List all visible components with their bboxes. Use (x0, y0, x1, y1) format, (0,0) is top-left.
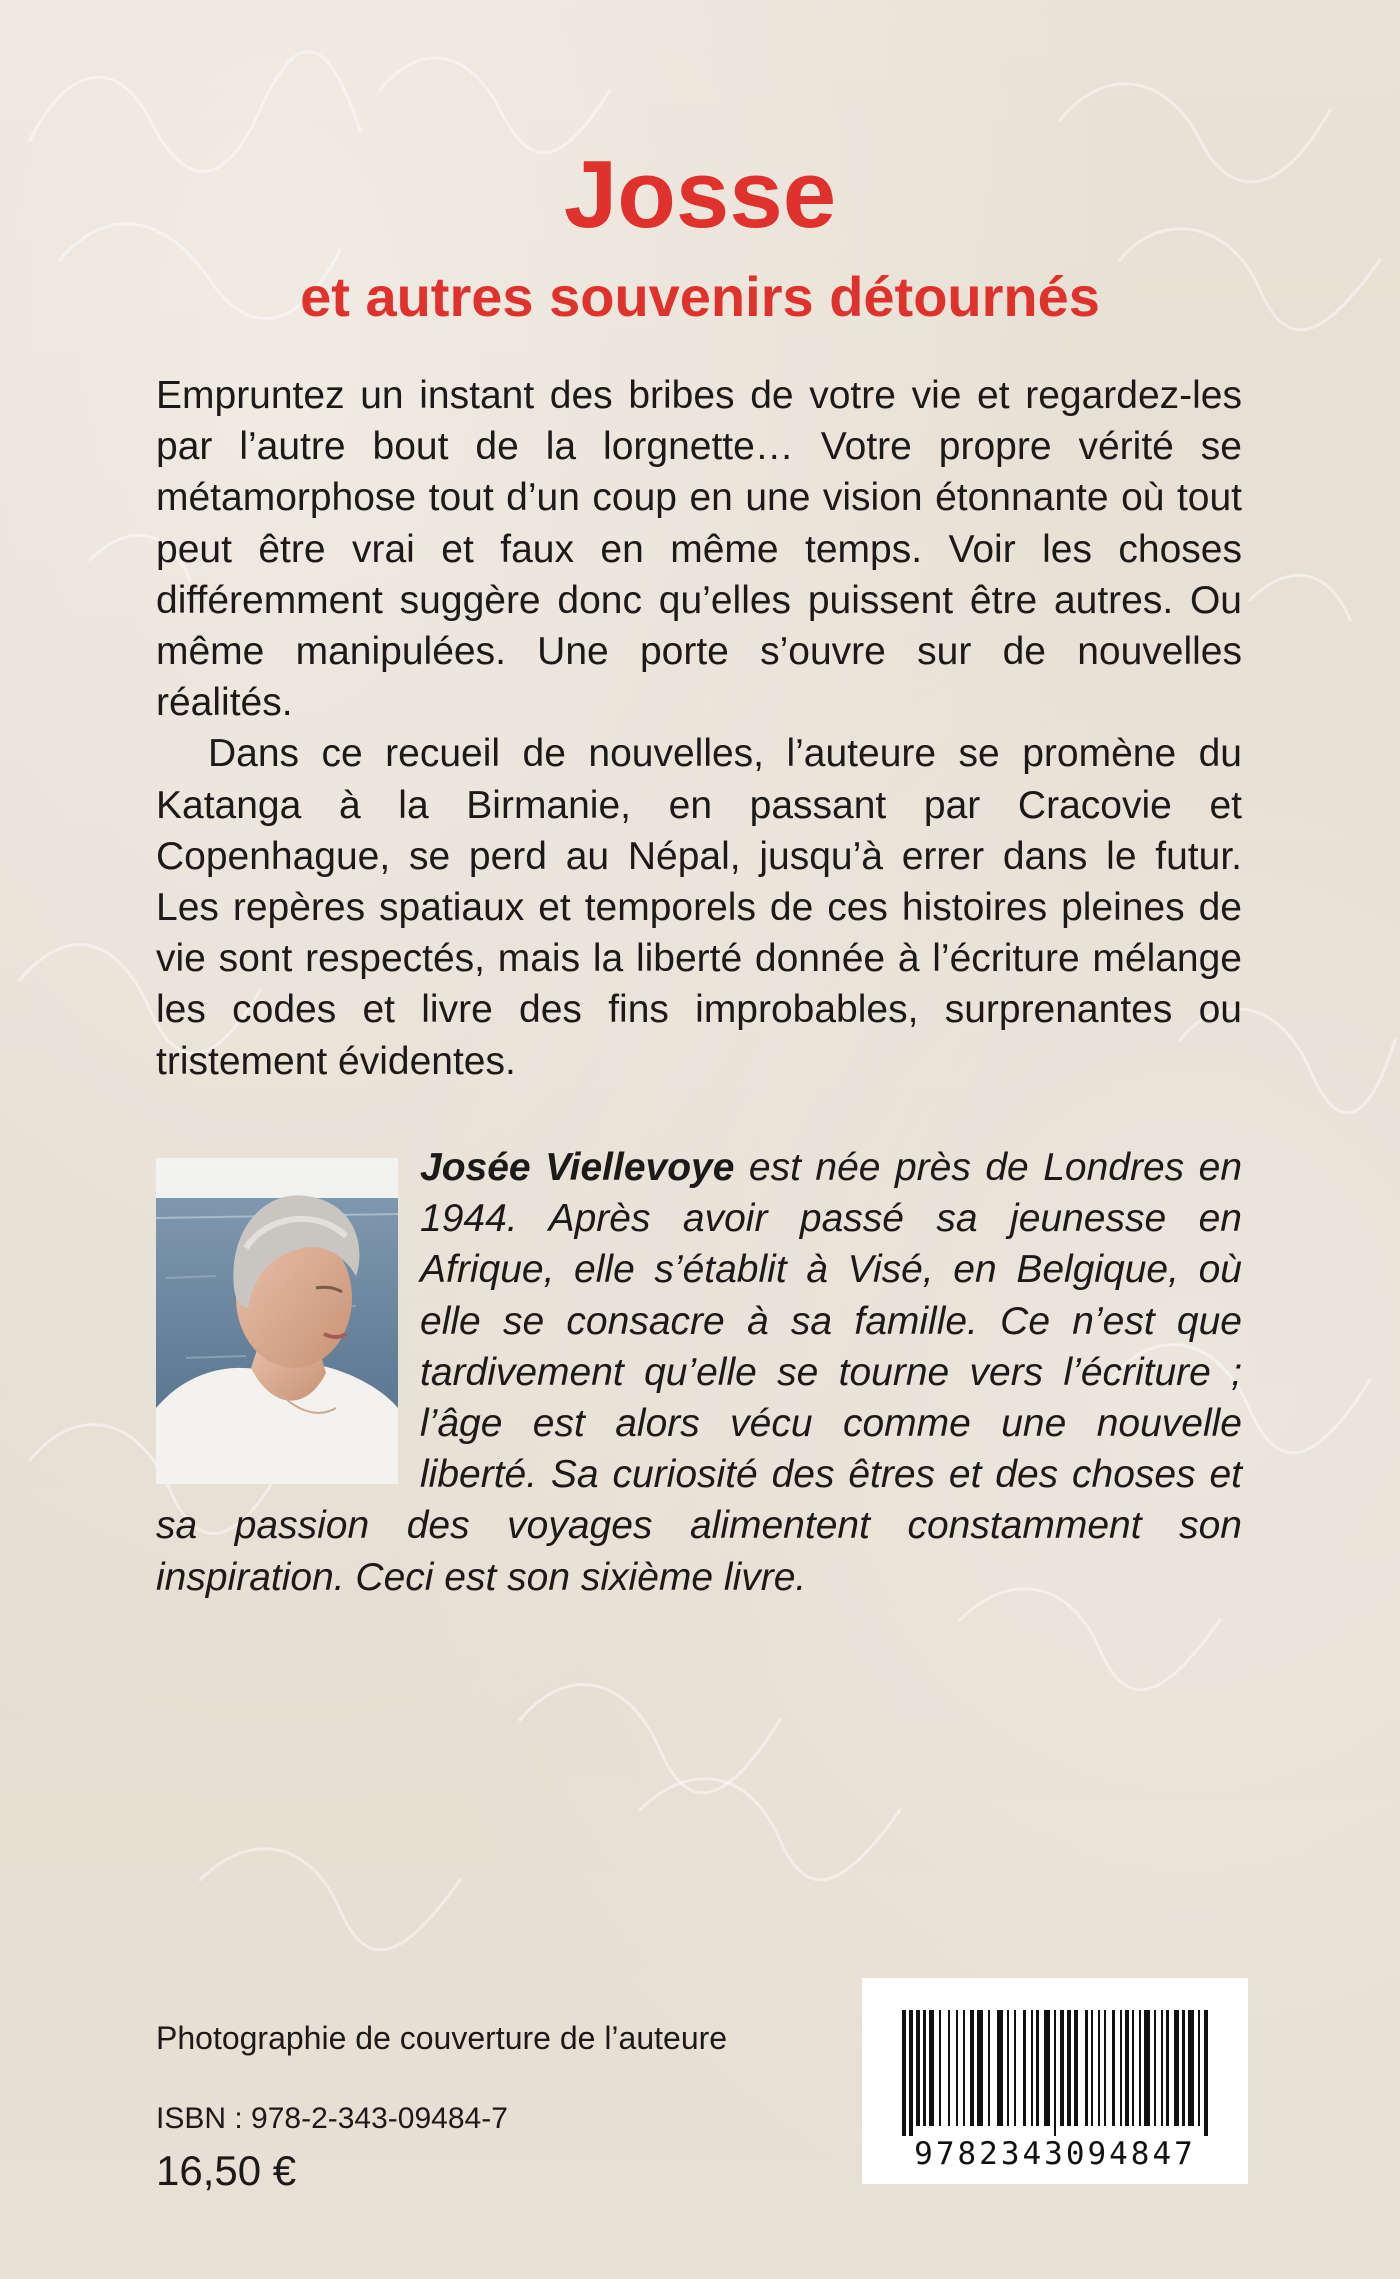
barcode-bar (948, 2010, 950, 2126)
price: 16,50 € (156, 2147, 297, 2194)
barcode-bar (963, 2010, 965, 2126)
barcode-bar (1132, 2010, 1134, 2126)
barcode-bar (956, 2010, 958, 2126)
book-title: Josse (563, 141, 837, 248)
barcode-bar (1125, 2010, 1129, 2126)
barcode-bar (1144, 2010, 1150, 2126)
barcode-bar (1182, 2010, 1185, 2126)
book-summary (156, 370, 1242, 1087)
barcode-bar (1031, 2010, 1033, 2126)
author-name: Josée Viellevoye (420, 1146, 735, 1189)
author-photo (156, 1158, 398, 1484)
barcode-number: 9782343094847 (914, 2136, 1196, 2172)
barcode-bar (916, 2010, 920, 2126)
author-bio (156, 1142, 1242, 1603)
barcode-bar (1085, 2010, 1088, 2126)
photo-credit: Photographie de couverture de l’auteure (156, 2020, 728, 2056)
barcode-bar (1188, 2010, 1194, 2126)
barcode-bar (909, 2010, 913, 2136)
summary-paragraph: Dans ce recueil de nouvelles, l’auteure se promène du Katanga à la Birmanie, en passant par Cracovie et Copenhague, se perd au Népal, jusqu’à errer dans le futur. Les repères spatiaux et temporels de ces histoires pleines de vie sont respectés, mais la liberté donnée à l’écriture mélange les codes et livre des fins improbables, surprenantes ou tristement évidentes. (156, 732, 1242, 1083)
barcode-bar (1139, 2010, 1141, 2126)
barcode-bar (1007, 2010, 1009, 2126)
barcode-bar (1036, 2010, 1039, 2126)
barcode-bar (1104, 2010, 1106, 2126)
barcode-bar (1044, 2010, 1050, 2126)
barcode-bar (997, 2010, 1003, 2126)
barcode-bar (1161, 2010, 1163, 2126)
barcode-bar (1023, 2010, 1026, 2126)
barcode-bar (923, 2010, 926, 2126)
barcode-bar (1074, 2010, 1078, 2126)
barcode-bar (1112, 2010, 1115, 2126)
barcode-bar (977, 2010, 983, 2126)
barcode-bar (1174, 2010, 1179, 2126)
barcode-bar (1198, 2010, 1200, 2126)
barcode-bar (1054, 2010, 1056, 2136)
barcode-bar (939, 2010, 941, 2126)
barcode-icon (902, 2010, 1208, 2136)
barcode-bar (1067, 2010, 1071, 2126)
barcode-bar (929, 2010, 934, 2126)
author-bio-text: est née près de Londres en 1944. Après avoir passé sa jeunesse en Afrique, elle s’établit à Visé, en Belgique, où elle se consacre à sa famille. Ce n’est que tardivement qu’elle se tourne vers l’écriture ; l’âge est alors vécu comme une nouvelle liberté. Sa curiosité des êtres et des choses et sa passion des voyages alimentent constamment son inspiration. Ceci est son sixième livre. (156, 1146, 1243, 1599)
barcode-bar (1166, 2010, 1169, 2126)
barcode-bar (1154, 2010, 1156, 2126)
barcode-bar (988, 2010, 990, 2126)
barcode-bar (1120, 2010, 1122, 2126)
book-subtitle: et autres souvenirs détournés (300, 265, 1100, 328)
isbn: ISBN : 978-2-343-09484-7 (156, 2102, 508, 2135)
barcode-bar (1098, 2010, 1100, 2126)
barcode-bar (1204, 2010, 1208, 2136)
summary-paragraph: Empruntez un instant des bribes de votre vie et regardez-les par l’autre bout de la lorgnette… Votre propre vérité se métamorphose tout d’un coup en une vision étonnante où tout peut être vrai et faux en même temps. Voir les choses différemment suggère donc qu’elles puissent être autres. Ou même manipulées. Une porte s’ouvre sur de nouvelles réalités. (156, 374, 1242, 725)
barcode-bar (1091, 2010, 1093, 2126)
barcode-bar (1060, 2010, 1064, 2126)
barcode-bar (1014, 2010, 1016, 2126)
barcode (862, 1978, 1248, 2184)
barcode-bar (970, 2010, 974, 2126)
barcode-bar (902, 2010, 906, 2136)
